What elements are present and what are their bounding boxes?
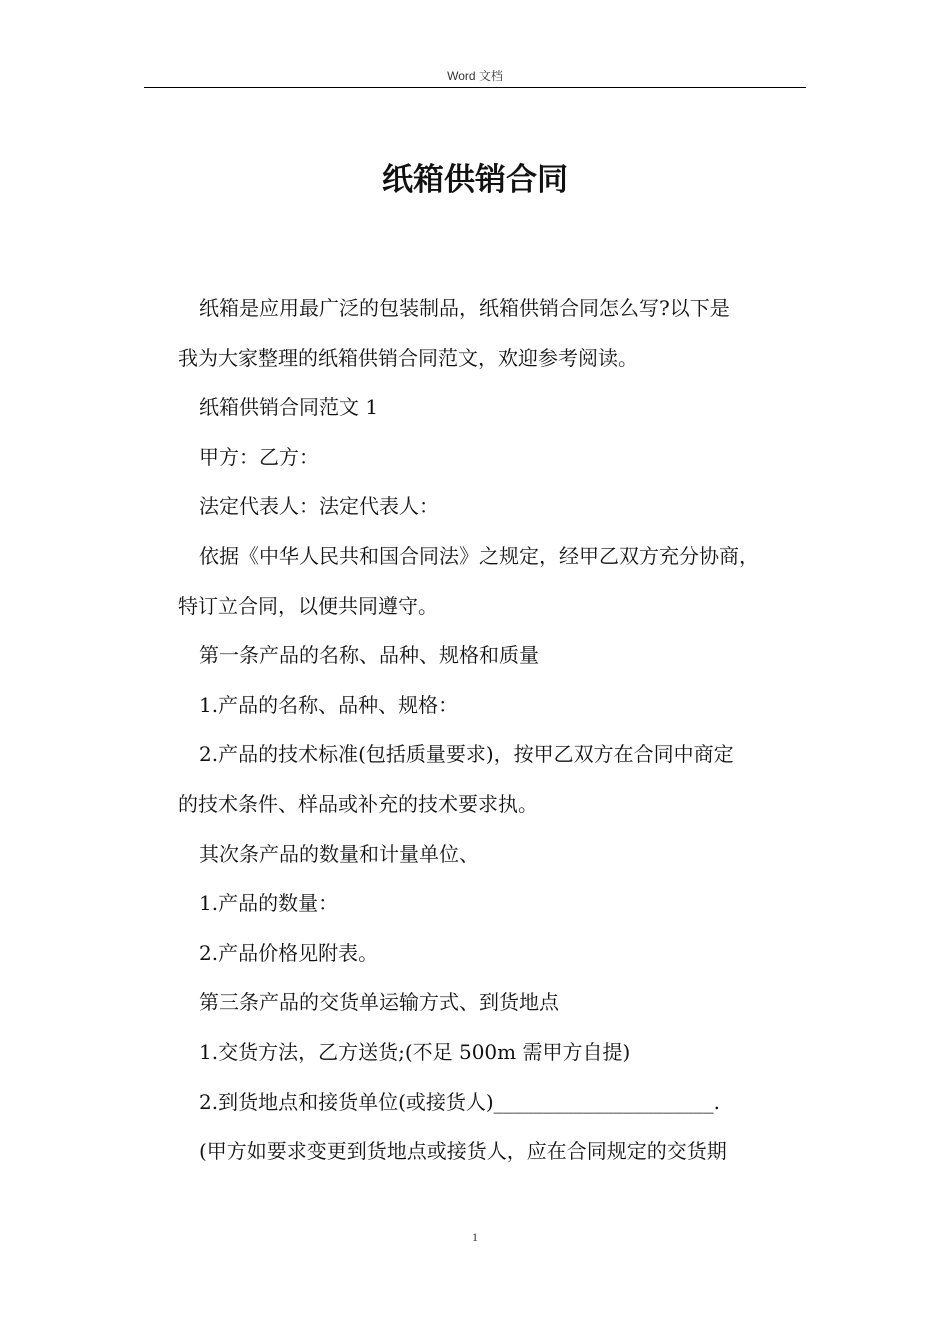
body-line: 其次条产品的数量和计量单位、 — [199, 841, 479, 866]
body-line: 第三条产品的交货单运输方式、到货地点 — [199, 990, 559, 1015]
document-title: 纸箱供销合同 — [382, 162, 568, 198]
body-line: 1.产品的名称、品种、规格： — [199, 692, 459, 717]
document-body — [178, 284, 818, 1177]
body-line: 2.到货地点和接货单位(或接货人)______________________. — [199, 1089, 721, 1114]
page-number: 1 — [472, 1230, 478, 1244]
body-line: 法定代表人：法定代表人： — [199, 494, 439, 519]
body-line: 1.产品的数量： — [199, 891, 339, 916]
body-line: 第一条产品的名称、品种、规格和质量 — [199, 643, 539, 668]
body-line: 2.产品价格见附表。 — [199, 940, 379, 965]
body-line: 特订立合同，以便共同遵守。 — [178, 593, 438, 618]
body-line: 甲方：乙方： — [199, 444, 319, 469]
body-line: 依据《中华人民共和国合同法》之规定，经甲乙双方充分协商， — [199, 543, 759, 568]
body-line: 的技术条件、样品或补充的技术要求执。 — [178, 791, 538, 816]
body-line: 纸箱是应用最广泛的包装制品，纸箱供销合同怎么写?以下是 — [199, 296, 730, 320]
body-line: 1.交货方法，乙方送货;(不足 500m 需甲方自提) — [199, 1039, 631, 1064]
body-line: 我为大家整理的纸箱供销合同范文，欢迎参考阅读。 — [178, 345, 638, 370]
document-header-label: Word 文档 — [447, 69, 503, 83]
body-line: (甲方如要求变更到货地点或接货人，应在合同规定的交货期 — [199, 1139, 727, 1164]
body-line: 2.产品的技术标准(包括质量要求)，按甲乙双方在合同中商定 — [199, 742, 734, 767]
body-line: 纸箱供销合同范文 1 — [199, 395, 379, 420]
header-divider — [144, 87, 806, 88]
